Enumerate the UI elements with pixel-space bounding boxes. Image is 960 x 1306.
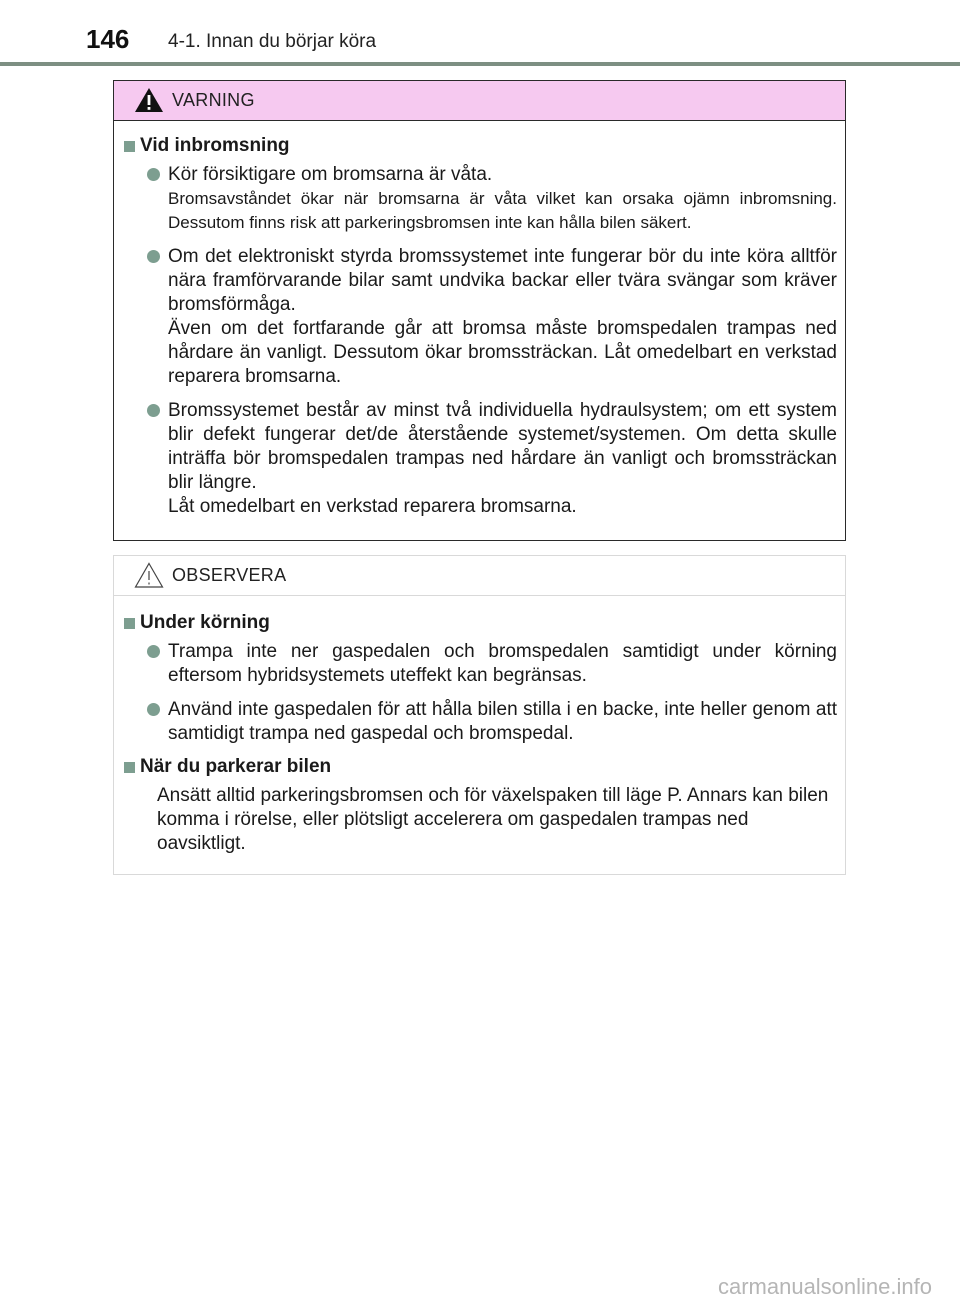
caution-triangle-icon [134,561,164,589]
warning-item [124,245,837,389]
round-bullet-icon [147,645,160,658]
warning-box-header [114,81,845,121]
notice-box-label: OBSERVERA [172,565,287,585]
warning-item-text: Kör försiktigare om bromsarna är våta. [168,164,493,185]
header-divider [0,62,960,66]
section-heading [124,756,837,778]
round-bullet-icon [147,703,160,716]
warning-item-text: Bromssystemet består av minst två individuella hydraulsystem; om ett system blir defekt fungerar det/de återstående systemet/systemen. Om detta skulle inträffa bör bromspedalen trampas ned hårdare än vanligt och bromssträckan blir längre. [168,400,837,493]
notice-box-header [114,556,845,596]
section-heading-text: När du parkerar bilen [140,756,332,777]
warning-item [124,163,837,235]
warning-box-body [114,121,845,519]
warning-item-text: Låt omedelbart en verkstad reparera bromsarna. [168,496,577,517]
section-title: 4-1. Innan du börjar köra [168,31,377,52]
notice-item-text: Använd inte gaspedalen för att hålla bilen stilla i en backe, inte heller genom att samtidigt trampa ned gaspedal och bromspedal. [168,699,837,744]
warning-item [124,399,837,519]
notice-item [124,698,837,746]
notice-item [124,640,837,688]
warning-box-label: VARNING [172,90,255,110]
watermark: carmanualsonline.info [717,1274,932,1299]
notice-item-text: Trampa inte ner gaspedalen och bromspedalen samtidigt under körning eftersom hybridsystemets uteffekt kan begränsas. [168,641,837,686]
round-bullet-icon [147,404,160,417]
notice-box-body [114,596,845,856]
page-number: 146 [86,24,130,54]
section-heading-text: Under körning [140,612,270,633]
warning-item-text: Bromsavståndet ökar när bromsarna är våta vilket kan orsaka ojämn inbromsning. Dessutom finns risk att parkeringsbromsen inte kan hålla bilen säkert. [168,189,837,232]
round-bullet-icon [147,168,160,181]
square-bullet-icon [124,618,135,629]
section-heading [124,612,837,634]
round-bullet-icon [147,250,160,263]
section-heading-text: Vid inbromsning [140,135,290,156]
warning-box [113,80,846,541]
section-heading [124,135,837,157]
square-bullet-icon [124,141,135,152]
notice-box [113,555,846,875]
warning-triangle-icon [134,86,164,114]
square-bullet-icon [124,762,135,773]
warning-item-text: Även om det fortfarande går att bromsa måste bromspedalen trampas ned hårdare än vanligt. Dessutom ökar bromssträckan. Låt omedelbart en verkstad reparera bromsarna. [168,318,837,387]
notice-paragraph: Ansätt alltid parkeringsbromsen och för växelspaken till läge P. Annars kan bilen komma i rörelse, eller plötsligt accelerera om gaspedalen trampas ned oavsiktligt. [157,785,829,854]
warning-item-text: Om det elektroniskt styrda bromssystemet inte fungerar bör du inte köra alltför nära framförvarande bilar samt undvika backar eller tvära svängar som kräver bromsförmåga. [168,246,837,315]
